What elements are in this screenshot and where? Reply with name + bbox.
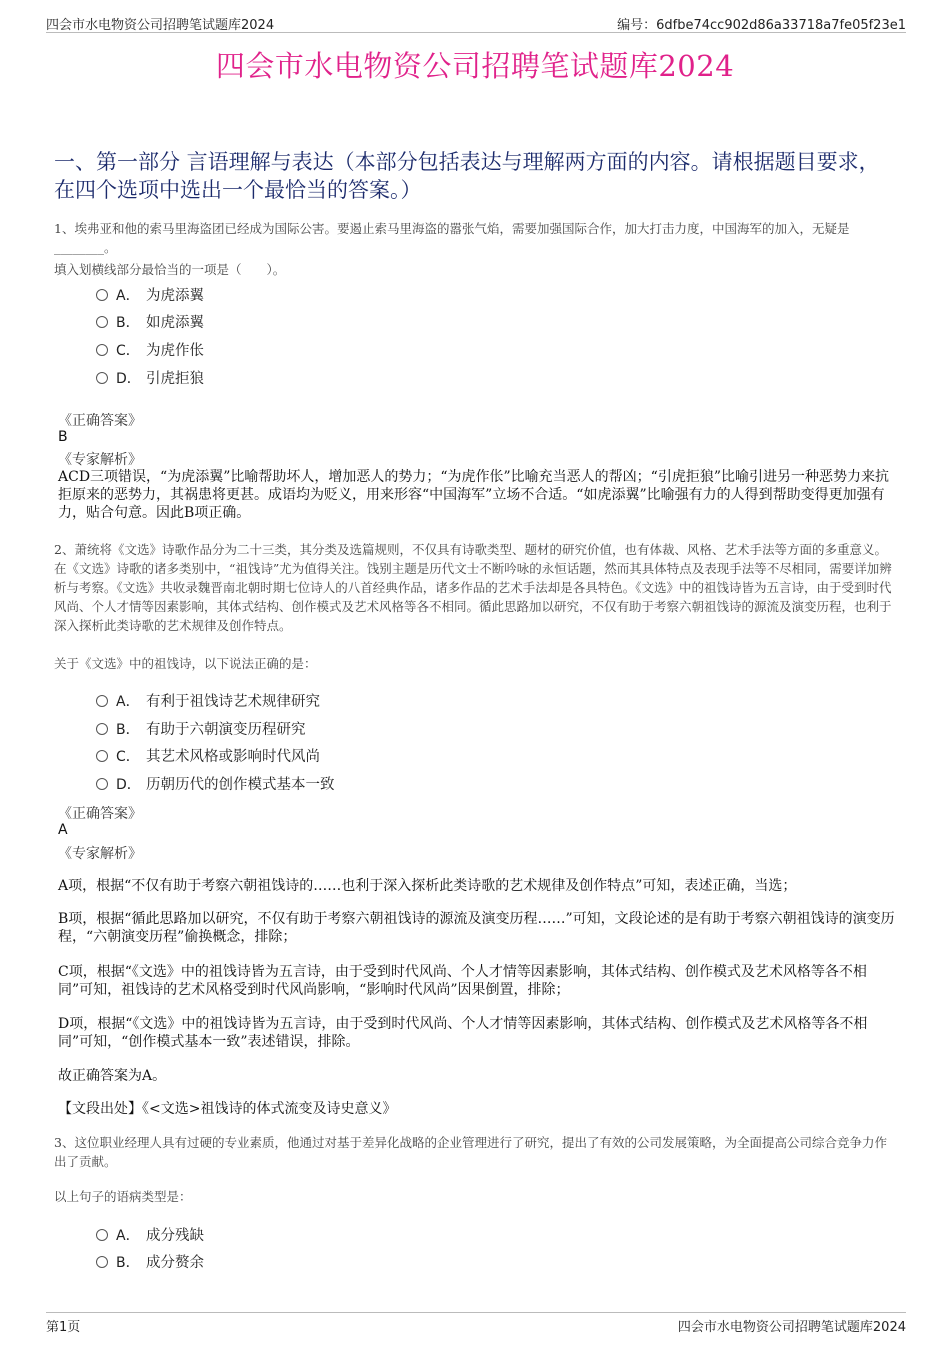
option-text: 成分残缺 bbox=[146, 1228, 204, 1244]
document-title: 四会市水电物资公司招聘笔试题库2024 bbox=[215, 49, 735, 83]
header-doc-id: 编号：6dfbe74cc902d86a33718a7fe05f23e1 bbox=[617, 18, 906, 33]
radio-icon[interactable] bbox=[96, 289, 108, 301]
option-key: B． bbox=[116, 1255, 140, 1271]
option-text: 为虎添翼 bbox=[146, 288, 204, 304]
footer-page-number: 第1页 bbox=[46, 1320, 81, 1335]
q1-answer-label: 《正确答案》 bbox=[58, 413, 142, 429]
option-text: 其艺术风格或影响时代风尚 bbox=[146, 749, 320, 765]
option-text: 有助于六朝演变历程研究 bbox=[146, 722, 306, 738]
q2-option-d[interactable] bbox=[96, 773, 335, 793]
q2-prompt: 关于《文选》中的祖饯诗，以下说法正确的是： bbox=[54, 656, 317, 671]
q3-prompt: 以上句子的语病类型是： bbox=[54, 1189, 192, 1204]
option-text: 成分赘余 bbox=[146, 1255, 204, 1271]
q2-answer: A bbox=[58, 822, 68, 838]
radio-icon[interactable] bbox=[96, 778, 108, 790]
q3-stem: 3、这位职业经理人具有过硬的专业素质，他通过对基于差异化战略的企业管理进行了研究，提出了有效的公司发展策略，为全面提高公司综合竞争力作出了贡献。 bbox=[54, 1135, 887, 1169]
option-text: 历朝历代的创作模式基本一致 bbox=[146, 777, 335, 793]
radio-icon[interactable] bbox=[96, 316, 108, 328]
radio-icon[interactable] bbox=[96, 723, 108, 735]
q1-analysis: ACD三项错误，“为虎添翼”比喻帮助坏人，增加恶人的势力；“为虎作伥”比喻充当恶人的帮凶；“引虎拒狼”比喻引进另一种恶势力来抗拒原来的恶势力，其祸患将更甚。成语均为贬义，用来形容“中国海军”立场不合适。“如虎添翼”比喻强有力的人得到帮助变得更加强有力，贴合句意。因此B项正确。 bbox=[58, 469, 889, 521]
q2-analysis-label: 《专家解析》 bbox=[58, 846, 142, 862]
q2-analysis-d: D项，根据“《文选》中的祖饯诗皆为五言诗，由于受到时代风尚、个人才情等因素影响，其体式结构、创作模式及艺术风格等各不相同”可知，“创作模式基本一致”表述错误，排除。 bbox=[58, 1016, 868, 1050]
option-key: A． bbox=[116, 1228, 140, 1244]
q1-prompt: 填入划横线部分最恰当的一项是（ ）。 bbox=[54, 262, 286, 277]
option-key: A． bbox=[116, 694, 140, 710]
option-text: 为虎作伥 bbox=[146, 343, 204, 359]
radio-icon[interactable] bbox=[96, 695, 108, 707]
footer-doc-title: 四会市水电物资公司招聘笔试题库2024 bbox=[677, 1320, 906, 1335]
q2-option-c[interactable] bbox=[96, 745, 320, 765]
option-text: 引虎拒狼 bbox=[146, 371, 204, 387]
q2-analysis-c: C项，根据“《文选》中的祖饯诗皆为五言诗，由于受到时代风尚、个人才情等因素影响，其体式结构、创作模式及艺术风格等各不相同”可知，祖饯诗的艺术风格受到时代风尚影响，“影响时代风尚”因果倒置，排除； bbox=[58, 964, 867, 998]
option-key: D． bbox=[116, 777, 141, 793]
option-key: A． bbox=[116, 288, 140, 304]
page-header bbox=[46, 14, 906, 33]
q1-option-c[interactable] bbox=[96, 339, 204, 359]
q2-analysis-b: B项，根据“循此思路加以研究，不仅有助于考察六朝祖饯诗的源流及演变历程……”可知，文段论述的是有助于考察六朝祖饯诗的演变历程，“六朝演变历程”偷换概念，排除； bbox=[58, 911, 895, 945]
option-key: B． bbox=[116, 315, 140, 331]
q2-option-a[interactable] bbox=[96, 690, 320, 710]
header-doc-title: 四会市水电物资公司招聘笔试题库2024 bbox=[46, 18, 275, 33]
option-key: C． bbox=[116, 343, 140, 359]
q1-stem: 1、埃弗亚和他的索马里海盗团已经成为国际公害。要遏止索马里海盗的嚣张气焰，需要加强国际合作，加大打击力度，中国海军的加入，无疑是________。 bbox=[54, 221, 850, 255]
q2-answer-label: 《正确答案》 bbox=[58, 806, 142, 822]
q2-option-b[interactable] bbox=[96, 718, 306, 738]
option-key: C． bbox=[116, 749, 140, 765]
q1-option-a[interactable] bbox=[96, 284, 204, 304]
q1-analysis-label: 《专家解析》 bbox=[58, 452, 142, 468]
page-footer bbox=[46, 1312, 906, 1335]
radio-icon[interactable] bbox=[96, 372, 108, 384]
radio-icon[interactable] bbox=[96, 344, 108, 356]
option-key: D． bbox=[116, 371, 141, 387]
option-key: B． bbox=[116, 722, 140, 738]
radio-icon[interactable] bbox=[96, 1229, 108, 1241]
q2-analysis-a: A项，根据“不仅有助于考察六朝祖饯诗的……也利于深入探析此类诗歌的艺术规律及创作特点”可知，表述正确，当选； bbox=[58, 878, 797, 894]
q3-option-a[interactable] bbox=[96, 1224, 204, 1244]
q2-stem: 2、萧统将《文选》诗歌作品分为二十三类，其分类及选篇规则，不仅具有诗歌类型、题材的研究价值，也有体裁、风格、艺术手法等方面的多重意义。在《文选》诗歌的诸多类别中，“祖饯诗”尤为值得关注。饯别主题是历代文士不断吟咏的永恒话题，然而其具体特点及表现手法等不尽相同，需要详加辨析与考察。《文选》共收录魏晋南北朝时期七位诗人的八首经典作品，诸多作品的艺术手法却是各具特色。《文选》中的祖饯诗皆为五言诗，由于受到时代风尚、个人才情等因素影响，其体式结构、创作模式及艺术风格等各不相同。循此思路加以研究，不仅有助于考察六朝祖饯诗的源流及演变历程，也利于深入探析此类诗歌的艺术规律及创作特点。 bbox=[54, 542, 892, 633]
q1-option-d[interactable] bbox=[96, 367, 204, 387]
radio-icon[interactable] bbox=[96, 750, 108, 762]
q1-answer: B bbox=[58, 429, 68, 445]
radio-icon[interactable] bbox=[96, 1256, 108, 1268]
option-text: 有利于祖饯诗艺术规律研究 bbox=[146, 694, 320, 710]
option-text: 如虎添翼 bbox=[146, 315, 204, 331]
q3-option-b[interactable] bbox=[96, 1251, 204, 1271]
q2-conclusion: 故正确答案为A。 bbox=[58, 1068, 167, 1084]
q1-option-b[interactable] bbox=[96, 311, 204, 331]
section-title: 一、第一部分 言语理解与表达（本部分包括表达与理解两方面的内容。请根据题目要求，在四个选项中选出一个最恰当的答案。） bbox=[54, 150, 880, 202]
q2-source: 【文段出处】《<文选>祖饯诗的体式流变及诗史意义》 bbox=[58, 1101, 397, 1117]
